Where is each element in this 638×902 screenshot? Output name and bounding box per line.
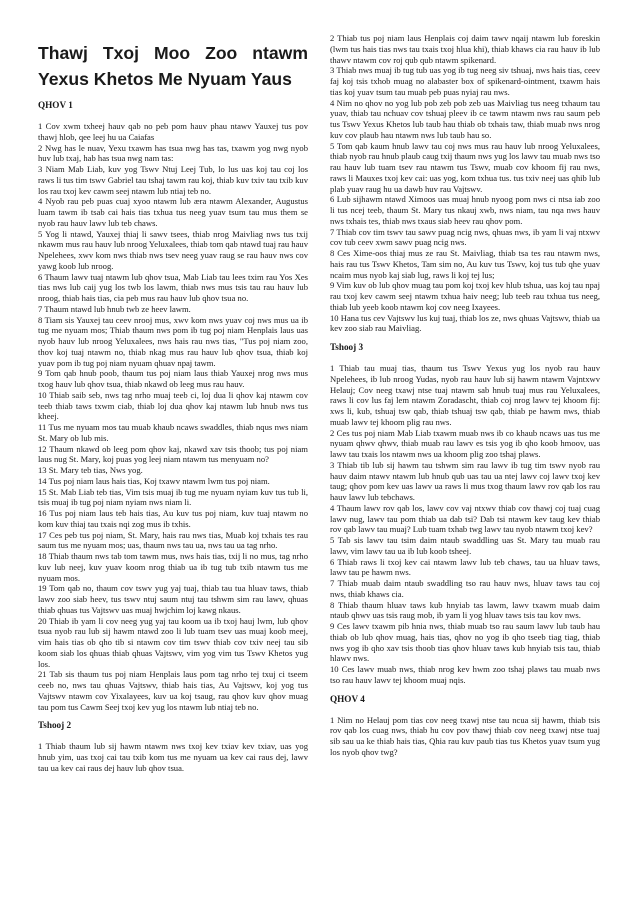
verse-paragraph: 5 Tab sis lawv tau tsim daim ntaub swaddling uas St. Mary tau muab rau lawv, vim lawv tau ua ib lub koob tsheej. — [330, 535, 600, 556]
verse-paragraph: 6 Thaum lawv tuaj ntawm lub qhov tsua, Mab Liab tau lees txim rau Yos Xes tias nws lub caij yug los twb los lawm, thiab nws mus tsis tau rau hauv lub nroog, thiab hais tias, cia peb mus rau hauv lub qhov tsua no. — [38, 271, 308, 303]
verse-paragraph: 11 Tus me nyuam mos tau muab khaub ncaws swaddles, thiab nqus nws niam St. Mary ob lub mis. — [38, 422, 308, 443]
chapter-heading: Tshooj 3 — [330, 342, 364, 352]
verse-paragraph: 2 Thiab tus poj niam laus Henplais coj daim tawv nqaij ntawm lub foreskin (lwm tus hais tias nws tau txais txoj hlua khi), thiab khaws cia rau hauv ib lub thawv ntawm cov roj qub qub ntawm spikenard. — [330, 33, 600, 65]
verse-paragraph: 8 Ces Xime-oos thiaj mus ze rau St. Maivliag, thiab tsa tes rau ntawm nws, hais rau tus Tswv Khetos, Tam sim no, Au kuv tus Tswv, koj tus tub qhe yuav ncaim mus nyob kaj siab lug, raws li koj tej lus; — [330, 248, 600, 280]
verse-paragraph: 10 Ces lawv muab nws, thiab nrog kev hwm zoo tshaj plaws tau muab nws tso rau hauv lawv tej khoom muaj nqis. — [330, 664, 600, 685]
verse-paragraph: 4 Nim no qhov no yog lub pob zeb pob zeb uas Maivliag tus neeg txhaum tau yuav, thiab tau nchuav cov tshuaj pleev ib ce tawm ntawm nws rau saum peb tus Tswv Yexus Khetos lub taub hau thiab ob txhais taw, thiab muab nws nrog kuv cov plaub hau ntawm nws lub taub hau so. — [330, 97, 600, 140]
verse-paragraph: 10 Thiab saib seb, nws tag nrho muaj teeb ci, loj dua li qhov kaj ntawm cov teeb thiab taws txwm ciab, thiab loj dua qhov kaj ntawm lub hnub nws tus kheej. — [38, 389, 308, 422]
verse-paragraph: 8 Tiam sis Yauxej tau ceev nrooj mus, xwv kom nws yuav coj nws mus ua ib tug me nyuam mos; Thiab thaum nws pom ib tug poj niam Henplais laus uas nyob hauv lub nroog Yeluxalees, nws hais rau nws tias, "Tus poj niam zoo, thov koj tuaj ntawm no, thiab nkag mus rau hauv lub qhov tsua, thiab koj yuav pom ib tug poj niam nyuam qhuav npaj tawm. — [38, 314, 308, 368]
verse-paragraph: 1 Thiab tau muaj tias, thaum tus Tswv Yexus yug los nyob rau hauv Npelehees, ib lub nroog Yudas, nyob rau hauv lub sij hawm ntawm Vajntxwv Helauj; Cov neeg txawj ntse tuaj ntawm sab hnub tuaj mus rau Yeluxalees, raws li cov lus faj lem ntawm Zoradascht, thiab coj nrog lawv tej khoom fij: xws li, kub, tshuaj tsw qab, thiab tshuaj tsw qab, thiab pe hawm nws, thiab muab lawv tej khoom plig rau nws. — [330, 363, 600, 427]
verse-paragraph: 2 Nwg has le nuav, Yexu txawm has tsua nwg has tas, txawm yog nwg nyob huv lub txaj, hab has tsua nwg nam tas: — [38, 142, 308, 164]
verse-paragraph: 9 Ces lawv txawm pib hnia nws, thiab muab tso rau saum lawv lub taub hau thiab ob lub qhov muag, hais tias, qhov no yog ib qho tseeb tiag tiag, thiab nws yog ib qho xav tsis thoob tias qhov hluav taws kub hnyiab tsis tau, thiab hlawv nws. — [330, 621, 600, 664]
verse-paragraph: 7 Thiab cov tim tswv tau sawv puag ncig nws, qhuas nws, ib yam li vaj ntxwv cov tub ceev xwm sawv puag ncig nws. — [330, 226, 600, 248]
chapter-heading: QHOV 1 — [38, 100, 73, 110]
verse-paragraph: 7 Thiab muab daim ntaub swaddling tso rau hauv nws, hluav taws tau coj nws, thiab khaws cia. — [330, 578, 600, 599]
verse-paragraph: 6 Thiab raws li txoj kev cai ntawm lawv lub teb chaws, tau ua hluav taws, lawv tau pe hawm nws. — [330, 556, 600, 578]
right-column-body — [330, 33, 600, 758]
verse-paragraph: 20 Thiab ib yam li cov neeg yug yaj tau koom ua ib txoj hauj lwm, lub qhov tsua nyob rau lub sij hawm ntawd zoo li lub tuam tsev uas muaj koob meej, vim hais tias ob qho tib si ntawm cov tim tswv thiab cov txiv neej tau sib koom siab los qhuas thiab qhuas Vajtswv, vim yog vim tus Tswv Khetos yug los. — [38, 615, 308, 669]
left-column-body — [38, 100, 308, 774]
chapter-heading: QHOV 4 — [330, 693, 365, 704]
verse-paragraph: 15 St. Mab Liab teb tias, Vim tsis muaj ib tug me nyuam nyiam kuv tus tub li, tsis muaj ib tug poj niam nyiam nws niam li. — [38, 486, 308, 508]
verse-paragraph: 1 Nim no Helauj pom tias cov neeg txawj ntse tau ncua sij hawm, thiab tsis rov qab los cuag nws, thiab hu cov pov thawj thiab cov neeg txawj ntse tuaj sib sau ua ke thiab hais tias, Qhia rau kuv paub tias tus Khetos yuav tsum yug los nyob qhov twg? — [330, 714, 600, 757]
verse-paragraph: 3 Niam Mab Liab, kuv yog Tswv Ntuj Leej Tub, lo lus uas koj tau coj los raws li tus tim tswv Gabriel tau tshaj tawm rau koj, thiab kuv txiv tau txib kuv los rau txoj kev cawm seej ntawm lub ntiaj teb no. — [38, 164, 308, 196]
verse-paragraph: 1 Thiab thaum lub sij hawm ntawm nws txoj kev txiav kev txiav, uas yog hnub yim, uas txoj cai tau txib kom tus me nyuam ua kev cai raus dej, lawv tau ua kev cai raus dej hauv lub qhov tsua. — [38, 741, 308, 773]
verse-paragraph: 2 Ces tus poj niam Mab Liab txawm muab nws ib co khaub ncaws uas tus me nyuam qhwv qhwv, thiab muab rau lawv es tsis yog ib qho koob hmoov, uas lawv tau txais los ntawm nws ua khoom plig zoo tshaj plaws. — [330, 427, 600, 459]
verse-paragraph: 16 Tus poj niam laus teb hais tias, Au kuv tus poj niam, kuv tuaj ntawm no kom kuv thiaj tau txais nqi zog mus ib txhis. — [38, 508, 308, 529]
verse-paragraph: 17 Ces peb tus poj niam, St. Mary, hais rau nws tias, Muab koj txhais tes rau saum tus me nyuam mos; uas, thaum nws tau ua, nws tau ua tag nrho. — [38, 529, 308, 551]
verse-paragraph: 3 Thiab tib lub sij hawm tau tshwm sim rau lawv ib tug tim tswv nyob rau hauv daim ntawv ntawm lub hnub qub uas tau ua ntej lawv coj lawv txoj kev taug; qhov pom kev uas lawv ua raws li mus txog thaum lawv rov qab los rau hauv lawv lub tebchaws. — [330, 459, 600, 502]
verse-paragraph: 12 Thaum nkawd ob leeg pom qhov kaj, nkawd xav tsis thoob; tus poj niam laus nug St. Mary, koj puas yog leej niam ntawm tus menyuam no? — [38, 443, 308, 465]
document-title: Thawj Txoj Moo Zoo ntawm Yexus Khetos Me Nyuam Yaus — [38, 43, 308, 89]
left-column — [38, 33, 308, 774]
verse-paragraph: 4 Nyob rau peb puas cuaj xyoo ntawm lub æra ntawm Alexander, Augustus luam tawm ib tsab cai hais tias txhua tus neeg yuav tsum tau mus them se nyob rau hauv lawv lub teb chaws. — [38, 196, 308, 228]
verse-paragraph: 8 Thiab thaum hluav taws kub hnyiab tas lawm, lawv txawm muab daim ntaub qhwv uas tsis raug mob, ib yam li yog hluav taws tsis tau kov nws. — [330, 599, 600, 621]
verse-paragraph: 13 St. Mary teb tias, Nws yog. — [38, 465, 143, 475]
verse-paragraph: 5 Yog li ntawd, Yauxej thiaj li sawv tsees, thiab nrog Maivliag nws tus txij nkawm mus rau hauv lub nroog Yeluxalees, thiab tom qab ntawd tuaj rau hauv Npelehees, xwv kom nws thiab nws tsev neeg yuav raug se rau hauv nws cov yawg koob lub nroog. — [38, 228, 308, 271]
chapter-heading: Tshooj 2 — [38, 720, 72, 731]
verse-paragraph: 5 Tom qab kaum hnub lawv tau coj nws mus rau hauv lub nroog Yeluxalees, thiab nyob rau hnub plaub caug txij thaum nws yug los lawv tau muab nws tso rau hauv lub tuam tsev rau ntawm tus Tswv, muab cov khoom fij rau nws, raws li Mauxes txoj kev cai: uas yog, kom txhua tus. tus txiv neej uas qhib lub plab yuav raug hu ua dawb huv rau Vajtswv. — [330, 140, 600, 194]
verse-paragraph: 1 Cov xwm txheej hauv qab no peb pom hauv phau ntawv Yauxej tus pov thawj hlob, qee leej hu ua Caiafas — [38, 121, 308, 142]
verse-paragraph: 21 Tab sis thaum tus poj niam Henplais laus pom tag nrho tej txuj ci tseem ceeb no, nws tau qhuas Vajtswv, thiab hais tias, Au Vajtswv, koj yog tus Vajtswv ntawm cov Yixalayees, kuv ua koj tsaug, rau qhov kuv qhov muag tau pom tus Cawm Seej txoj kev yug los ntawm lub ntiaj teb no. — [38, 669, 308, 712]
verse-paragraph: 9 Vim kuv ob lub qhov muag tau pom koj txoj kev hlub tshua, uas koj tau npaj rau txoj kev cawm seej ntawm txhua haiv neeg; lub teeb rau txhua tus neeg, thiab lub yeeb koob ntawm koj cov neeg Ixayees. — [330, 280, 601, 312]
verse-paragraph: 7 Thaum ntawd lub hnub twb ze heev lawm. — [38, 303, 191, 314]
verse-paragraph: 6 Lub sijhawm ntawd Ximoos uas muaj hnub nyoog pom nws ci ntsa iab zoo li tus ncej teeb, thaum St. Mary tus nkauj xwb, nws niam, tau nqa nws hauv nws txhais tes, thiab nws txaus siab heev rau qhov pom. — [330, 194, 600, 226]
right-column — [330, 33, 600, 758]
verse-paragraph: 9 Tom qab hnub poob, thaum tus poj niam laus thiab Yauxej nrog nws mus txog hauv lub qhov tsua, thiab nkawd ob leeg mus rau hauv. — [38, 368, 308, 389]
verse-paragraph: 14 Tus poj niam laus hais tias, Koj txawv ntawm lwm tus poj niam. — [38, 475, 270, 486]
verse-paragraph: 18 Thiab thaum nws tab tom tawm mus, nws hais tias, txij li no mus, tag nrho kuv lub neej, kuv yuav koom nrog thiab ua ib tug tub txib ntawm tus me nyuam mos. — [38, 551, 308, 583]
verse-paragraph: 19 Tom qab no, thaum cov tswv yug yaj tuaj, thiab tau tua hluav taws, thiab lawv zoo siab heev, tus tswv ntuj saum ntuj tau tshwm sim rau lawv, qhuas thiab qhuas tus Vajtswv uas muaj hwjchim loj kawg nkaus. — [38, 583, 308, 615]
verse-paragraph: 3 Thiab nws muaj ib tug tub uas yog ib tug neeg siv tshuaj, nws hais tias, ceev faj koj tsis txhob muag no alabaster box of spikenard-ointment, txawm hais tias koj yuav tsum tau muab peb puas nyiaj rau nws. — [330, 65, 600, 97]
verse-paragraph: 4 Thaum lawv rov qab los, lawv cov vaj ntxwv thiab cov thawj coj tuaj cuag lawv nug, lawv tau pom thiab ua dab tsi? Dab tsi ntawm kev taug kev thiab rov qab lawv tau muaj? Lub tuam txhab twg lawv tau nyob ntawm txoj kev? — [330, 502, 600, 535]
verse-paragraph: 10 Hana tus cev Vajtswv lus kuj tuaj, thiab los ze, nws qhuas Vajtswv, thiab ua kev zoo siab rau Maivliag. — [330, 312, 600, 334]
